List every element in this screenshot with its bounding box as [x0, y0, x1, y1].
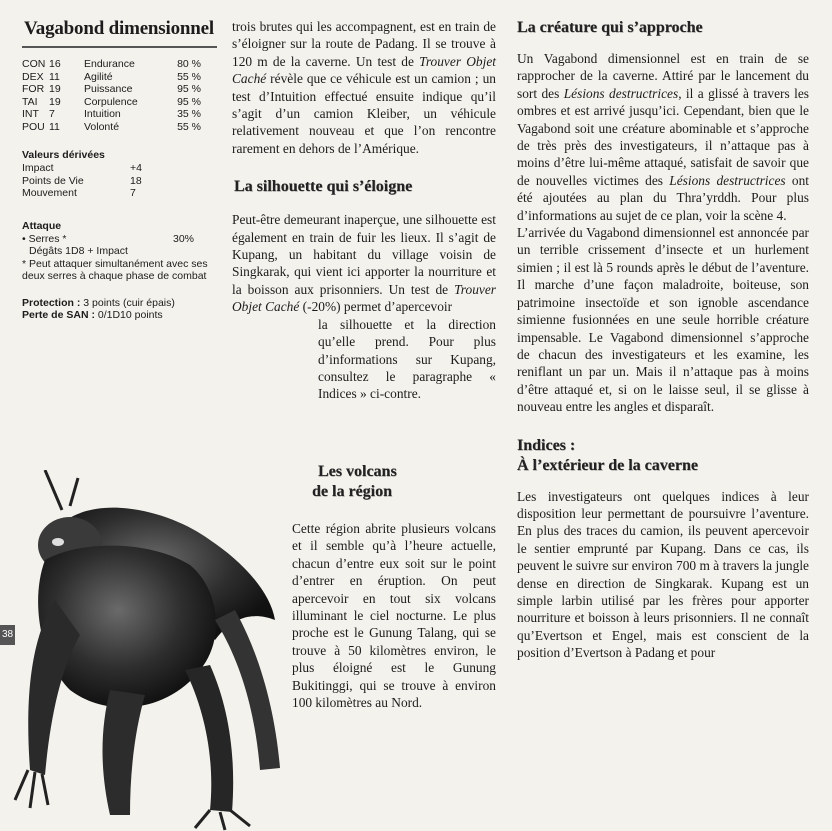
- text-run: ont été ajoutées au plan du Thra’yrddh. Pour plus d’informations au sujet de ce plan, voir la scène 4.: [517, 172, 809, 223]
- paragraph: la silhouette et la direction qu’elle prend. Pour plus d’informations sur Kupang, consultez le paragraphe « Indices » ci-contre.: [318, 316, 496, 402]
- derived-label: Impact: [22, 162, 54, 174]
- char-score: 16: [49, 58, 61, 70]
- char-skill: Endurance: [84, 58, 135, 70]
- derived-table: [22, 162, 142, 200]
- attack-row: [22, 233, 194, 246]
- char-abbr: DEX: [22, 70, 44, 83]
- derived-label: Mouvement: [22, 187, 77, 199]
- paragraph: L’arrivée du Vagabond dimensionnel est annoncée par un terrible crissement d’insecte et un hurlement simien ; il est là 5 rounds après le début de l’aventure. Il marche d’une façon maladroite, boiteuse, son patrimoine insectoïde et son ignoble ascendance simienne fusionnées en une seule horrible créature impensable. Le Vagabond dimensionnel s’approche de chacun des investigateurs et les examine, les reniflant un par un. Mais il n’attaque pas à moins d’être attaqué et, si on le laisse seul, il se glisse à nouveau entre les angles et disparaît.: [517, 225, 809, 415]
- protection-line: [22, 297, 217, 310]
- san-line: [22, 309, 217, 322]
- text-run: (-20%) permet d’apercevoir: [299, 299, 453, 315]
- stat-block: [22, 18, 217, 322]
- attack-note: * Peut attaquer simultanément avec ses deux serres à chaque phase de combat: [22, 257, 208, 282]
- char-abbr: CON: [22, 58, 46, 70]
- creature-body: [15, 470, 280, 830]
- derived-label: Points de Vie: [22, 174, 84, 187]
- char-skill: Puissance: [84, 83, 133, 95]
- char-pct: 35 %: [177, 108, 201, 120]
- derived-value: 18: [130, 174, 142, 187]
- char-pct: 95 %: [177, 83, 201, 95]
- stat-block-rule: [22, 46, 217, 48]
- italic-run: Lésions destructrices: [563, 85, 679, 101]
- attack-damage: Dégâts 1D8 + Impact: [29, 245, 128, 257]
- derived-row: [22, 162, 142, 175]
- page-number: 38: [0, 625, 15, 645]
- text-run: révèle que ce véhicule est un camion ; un test d’Intuition effectué ensuite indique qu’il s’agit d’un camion Kleiber, un véhicule relativement nouveau et que l’on rencontre rarement en dehors de l’Amérique.: [232, 71, 496, 156]
- char-abbr: POU: [22, 120, 45, 133]
- volcans-heading: [298, 462, 496, 502]
- char-score: 11: [49, 70, 60, 83]
- italic-run: Trouver Objet Caché: [232, 53, 497, 87]
- characteristics-table: [22, 58, 201, 133]
- char-pct: 95 %: [177, 95, 201, 108]
- heading-silhouette: La silhouette qui s’éloigne: [234, 178, 413, 196]
- paragraph: Cette région abrite plusieurs volcans et il semble qu’à l’heure actuelle, chacun d’entre eux soit sur le point d’entrer en éruption. On peut apercevoir en tout six volcans illuminant le ciel nocturne. Le plus proche est le Gunung Talang, qui se trouve à 50 kilomètres environ, le plus éloigné est le Gunung Bukitinggi, qui se trouve à environ 100 kilomètres au Nord.: [292, 521, 496, 711]
- heading-volcans-2: de la région: [312, 483, 392, 500]
- characteristic-row: [22, 83, 201, 96]
- char-skill: Volonté: [84, 120, 120, 133]
- protection-value: 3 points (cuir épais): [83, 296, 175, 309]
- heading-volcans-1: Les volcans: [318, 463, 397, 480]
- paragraph: Les investigateurs ont quelques indices à leur disposition leur permettant de poursuivre l’aventure. En plus des traces du camion, ils peuvent apercevoir le sentier emprunté par Kupang. Dans ce cas, ils peuvent le suivre sur environ 700 m à travers la jungle dense en direction de Singkarak. Kupang est un simple larbin utilisé par les frères pour apporter nourriture et boisson à leurs prisonniers. Il ne connaît qu’Evertson et Engel, mais est conscient de la position d’Evertson à Padang et pour: [517, 488, 809, 661]
- char-abbr: FOR: [22, 83, 45, 95]
- char-score: 19: [49, 95, 61, 108]
- san-label: Perte de SAN :: [22, 309, 95, 321]
- char-skill: Intuition: [84, 108, 121, 120]
- italic-run: Lésions destructrices: [669, 172, 786, 188]
- derived-heading: Valeurs dérivées: [22, 149, 105, 161]
- paragraph: [232, 211, 496, 315]
- char-score: 11: [49, 120, 60, 133]
- derived-row: [22, 187, 142, 200]
- heading-creature: La créature qui s’approche: [517, 19, 703, 36]
- paragraph: [517, 50, 809, 224]
- protection-label: Protection :: [22, 296, 81, 309]
- paragraph: [232, 18, 496, 157]
- attack-heading: Attaque: [22, 219, 62, 232]
- text-run: , il a glissé à travers les ombres et est arrivé jusqu’ici. Cependant, bien que le Vagabond soit une créature abominable et s’approche de très près des investigateurs, il n’attaque pas à moins d’être lui-même attaqué, satisfait de savoir que de nouvelles victimes des: [517, 85, 809, 188]
- attack-pct: 30%: [172, 232, 194, 245]
- text-column-2-volcans: [292, 520, 496, 711]
- text-column-2: [232, 18, 496, 403]
- text-run: Un Vagabond dimensionnel est en train de se rapprocher de la caverne. Attiré par le lancement du sort des: [517, 51, 809, 101]
- char-abbr: INT: [22, 108, 39, 120]
- characteristic-row: [22, 108, 201, 121]
- attack-name: • Serres *: [22, 232, 67, 245]
- monster-illustration: [0, 470, 300, 831]
- characteristic-row: [22, 96, 201, 109]
- char-score: 7: [49, 108, 55, 120]
- italic-run: Trouver Objet Caché: [232, 281, 496, 315]
- char-skill: Corpulence: [84, 95, 138, 108]
- heading-indices-2: À l’extérieur de la caverne: [517, 456, 698, 474]
- char-pct: 55 %: [177, 70, 201, 83]
- stat-block-title: Vagabond dimensionnel: [24, 18, 214, 39]
- characteristic-row: [22, 71, 201, 84]
- san-value: 0/1D10 points: [97, 309, 163, 321]
- text-column-3: [517, 18, 809, 662]
- text-run: Peut-être demeurant inaperçue, une silhouette est également en train de fuir les lieux. Il s’agit de Kupang, un habitant du village voisin de Singkarak, qui vient ici apporter la nourriture et la boisson aux prisonniers. Un test de: [232, 212, 496, 297]
- heading-indices-1: Indices :: [517, 436, 576, 454]
- derived-row: [22, 175, 142, 188]
- char-skill: Agilité: [84, 70, 113, 83]
- char-score: 19: [49, 83, 61, 95]
- characteristic-row: [22, 58, 201, 71]
- derived-value: 7: [130, 187, 136, 199]
- characteristic-row: [22, 121, 201, 134]
- char-pct: 80 %: [177, 58, 201, 70]
- char-abbr: TAI: [22, 95, 38, 108]
- char-pct: 55 %: [177, 120, 201, 133]
- derived-value: +4: [130, 162, 142, 174]
- text-run: trois brutes qui les accompagnent, est en train de s’éloigner sur la route de Padang. Il se trouve à 120 m de la caverne. Un test de: [232, 19, 496, 69]
